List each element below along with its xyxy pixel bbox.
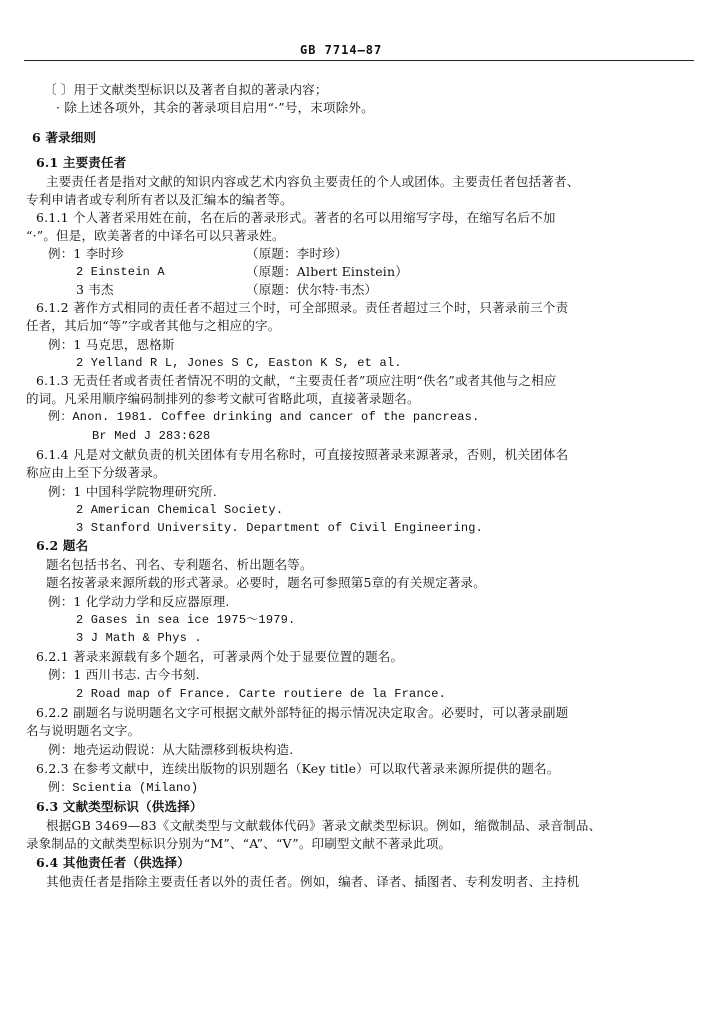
section-6-2-1-line-1: 6.2.1 著录来源载有多个题名，可著录两个处于显要位置的题名。 bbox=[36, 649, 404, 664]
example-6-1-4-3: 3 Stanford University. Department of Civil Engineering. bbox=[76, 521, 484, 535]
section-6-1-para-2: 专利申请者或专利所有者以及汇编本的编者等。 bbox=[26, 192, 293, 207]
example-6-1-2-2: 2 Yelland R L, Jones S C, Easton K S, et al. bbox=[76, 356, 402, 370]
example-6-2-1-1: 例：1 西川书志. 古今书刻. bbox=[48, 667, 200, 682]
section-6-3-heading: 6.3 文献类型标识（供选择） bbox=[36, 799, 203, 814]
example-6-1-1-1: 例：1 李时珍 bbox=[48, 246, 124, 261]
example-6-2-3-1: 例：Scientia (Milano) bbox=[48, 781, 199, 795]
section-6-3-para-2: 录象制品的文献类型标识分别为“M”、“A”、“V”。印刷型文献不著录此项。 bbox=[26, 836, 452, 851]
example-6-2-1: 例：1 化学动力学和反应器原理. bbox=[48, 594, 230, 609]
section-6-2-heading: 6.2 题名 bbox=[36, 538, 89, 553]
example-6-2-2: 2 Gases in sea ice 1975～1979. bbox=[76, 613, 296, 627]
section-6-2-para-1: 题名包括书名、刊名、专利题名、析出题名等。 bbox=[46, 557, 313, 572]
section-6-1-2-line-1: 6.1.2 著作方式相同的责任者不超过三个时，可全部照录。责任者超过三个时，只著录前三个责 bbox=[36, 300, 569, 315]
section-6-1-heading: 6.1 主要责任者 bbox=[36, 155, 127, 170]
section-6-1-1-line-1: 6.1.1 个人著者采用姓在前，名在后的著录形式。著者的名可以用缩写字母，在缩写名后不加 bbox=[36, 210, 556, 225]
example-6-1-1-3: 3 韦杰 bbox=[76, 282, 114, 297]
example-6-1-2-1: 例：1 马克思，恩格斯 bbox=[48, 337, 175, 352]
section-6-4-para-1: 其他责任者是指除主要责任者以外的责任者。例如，编者、译者、插图者、专利发明者、主持机 bbox=[46, 874, 580, 889]
section-6-1-4-line-2: 称应由上至下分级著录。 bbox=[26, 465, 166, 480]
section-6-1-para-1: 主要责任者是指对文献的知识内容或艺术内容负主要责任的个人或团体。主要责任者包括著者、 bbox=[46, 174, 580, 189]
section-6-4-heading: 6.4 其他责任者（供选择） bbox=[36, 855, 190, 870]
section-6-2-2-line-1: 6.2.2 副题名与说明题名文字可根据文献外部特征的揭示情况决定取舍。必要时，可以著录副题 bbox=[36, 705, 569, 720]
example-6-1-4-1: 例：1 中国科学院物理研究所. bbox=[48, 484, 217, 499]
example-6-1-1-2-original: （原题：Albert Einstein） bbox=[246, 264, 408, 279]
section-6-2-para-2: 题名按著录来源所载的形式著录。必要时，题名可参照第5章的有关规定著录。 bbox=[46, 575, 486, 590]
example-6-1-1-2: 2 Einstein A bbox=[76, 265, 165, 279]
section-6-1-1-line-2: “·”。但是，欧美著者的中译名可以只著录姓。 bbox=[26, 228, 285, 243]
section-6-1-2-line-2: 任者，其后加“等”字或者其他与之相应的字。 bbox=[26, 318, 281, 333]
example-6-1-1-1-original: （原题：李时珍） bbox=[246, 246, 348, 261]
section-6-1-4-line-1: 6.1.4 凡是对文献负责的机关团体有专用名称时，可直接按照著录来源著录，否则，机关团体名 bbox=[36, 447, 569, 462]
standard-code-header: GB 7714—87 bbox=[300, 43, 383, 57]
note-dot: · 除上述各项外，其余的著录项目启用“·”号，末项除外。 bbox=[56, 100, 374, 115]
example-6-2-3: 3 J Math & Phys . bbox=[76, 631, 202, 645]
example-6-1-1-3-original: （原题：伏尔特·韦杰） bbox=[246, 282, 378, 297]
section-6-2-2-line-2: 名与说明题名文字。 bbox=[26, 723, 141, 738]
header-rule bbox=[24, 60, 694, 61]
section-6-2-3-line-1: 6.2.3 在参考文献中，连续出版物的识别题名（Key title）可以取代著录来源所提供的题名。 bbox=[36, 761, 560, 776]
note-bracket: 〔 〕用于文献类型标识以及著者自拟的著录内容； bbox=[44, 82, 328, 97]
example-6-2-1-2: 2 Road map of France. Carte routiere de la France. bbox=[76, 687, 447, 701]
section-6-1-3-line-1: 6.1.3 无责任者或者责任者情况不明的文献，“主要责任者”项应注明“佚名”或者其他与之相应 bbox=[36, 373, 557, 388]
section-6-heading: 6 著录细则 bbox=[32, 130, 97, 145]
example-6-1-3-1: 例：Anon. 1981. Coffee drinking and cancer of the pancreas. bbox=[48, 410, 480, 424]
example-6-1-3-2: Br Med J 283:628 bbox=[92, 429, 211, 443]
section-6-3-para-1: 根据GB 3469—83《文献类型与文献载体代码》著录文献类型标识。例如，缩微制品、录音制品、 bbox=[46, 818, 602, 833]
section-6-1-3-line-2: 的词。凡采用顺序编码制排列的参考文献可省略此项，直接著录题名。 bbox=[26, 391, 420, 406]
example-6-1-4-2: 2 American Chemical Society. bbox=[76, 503, 284, 517]
example-6-2-2-1: 例：地壳运动假说：从大陆漂移到板块构造. bbox=[48, 742, 294, 757]
